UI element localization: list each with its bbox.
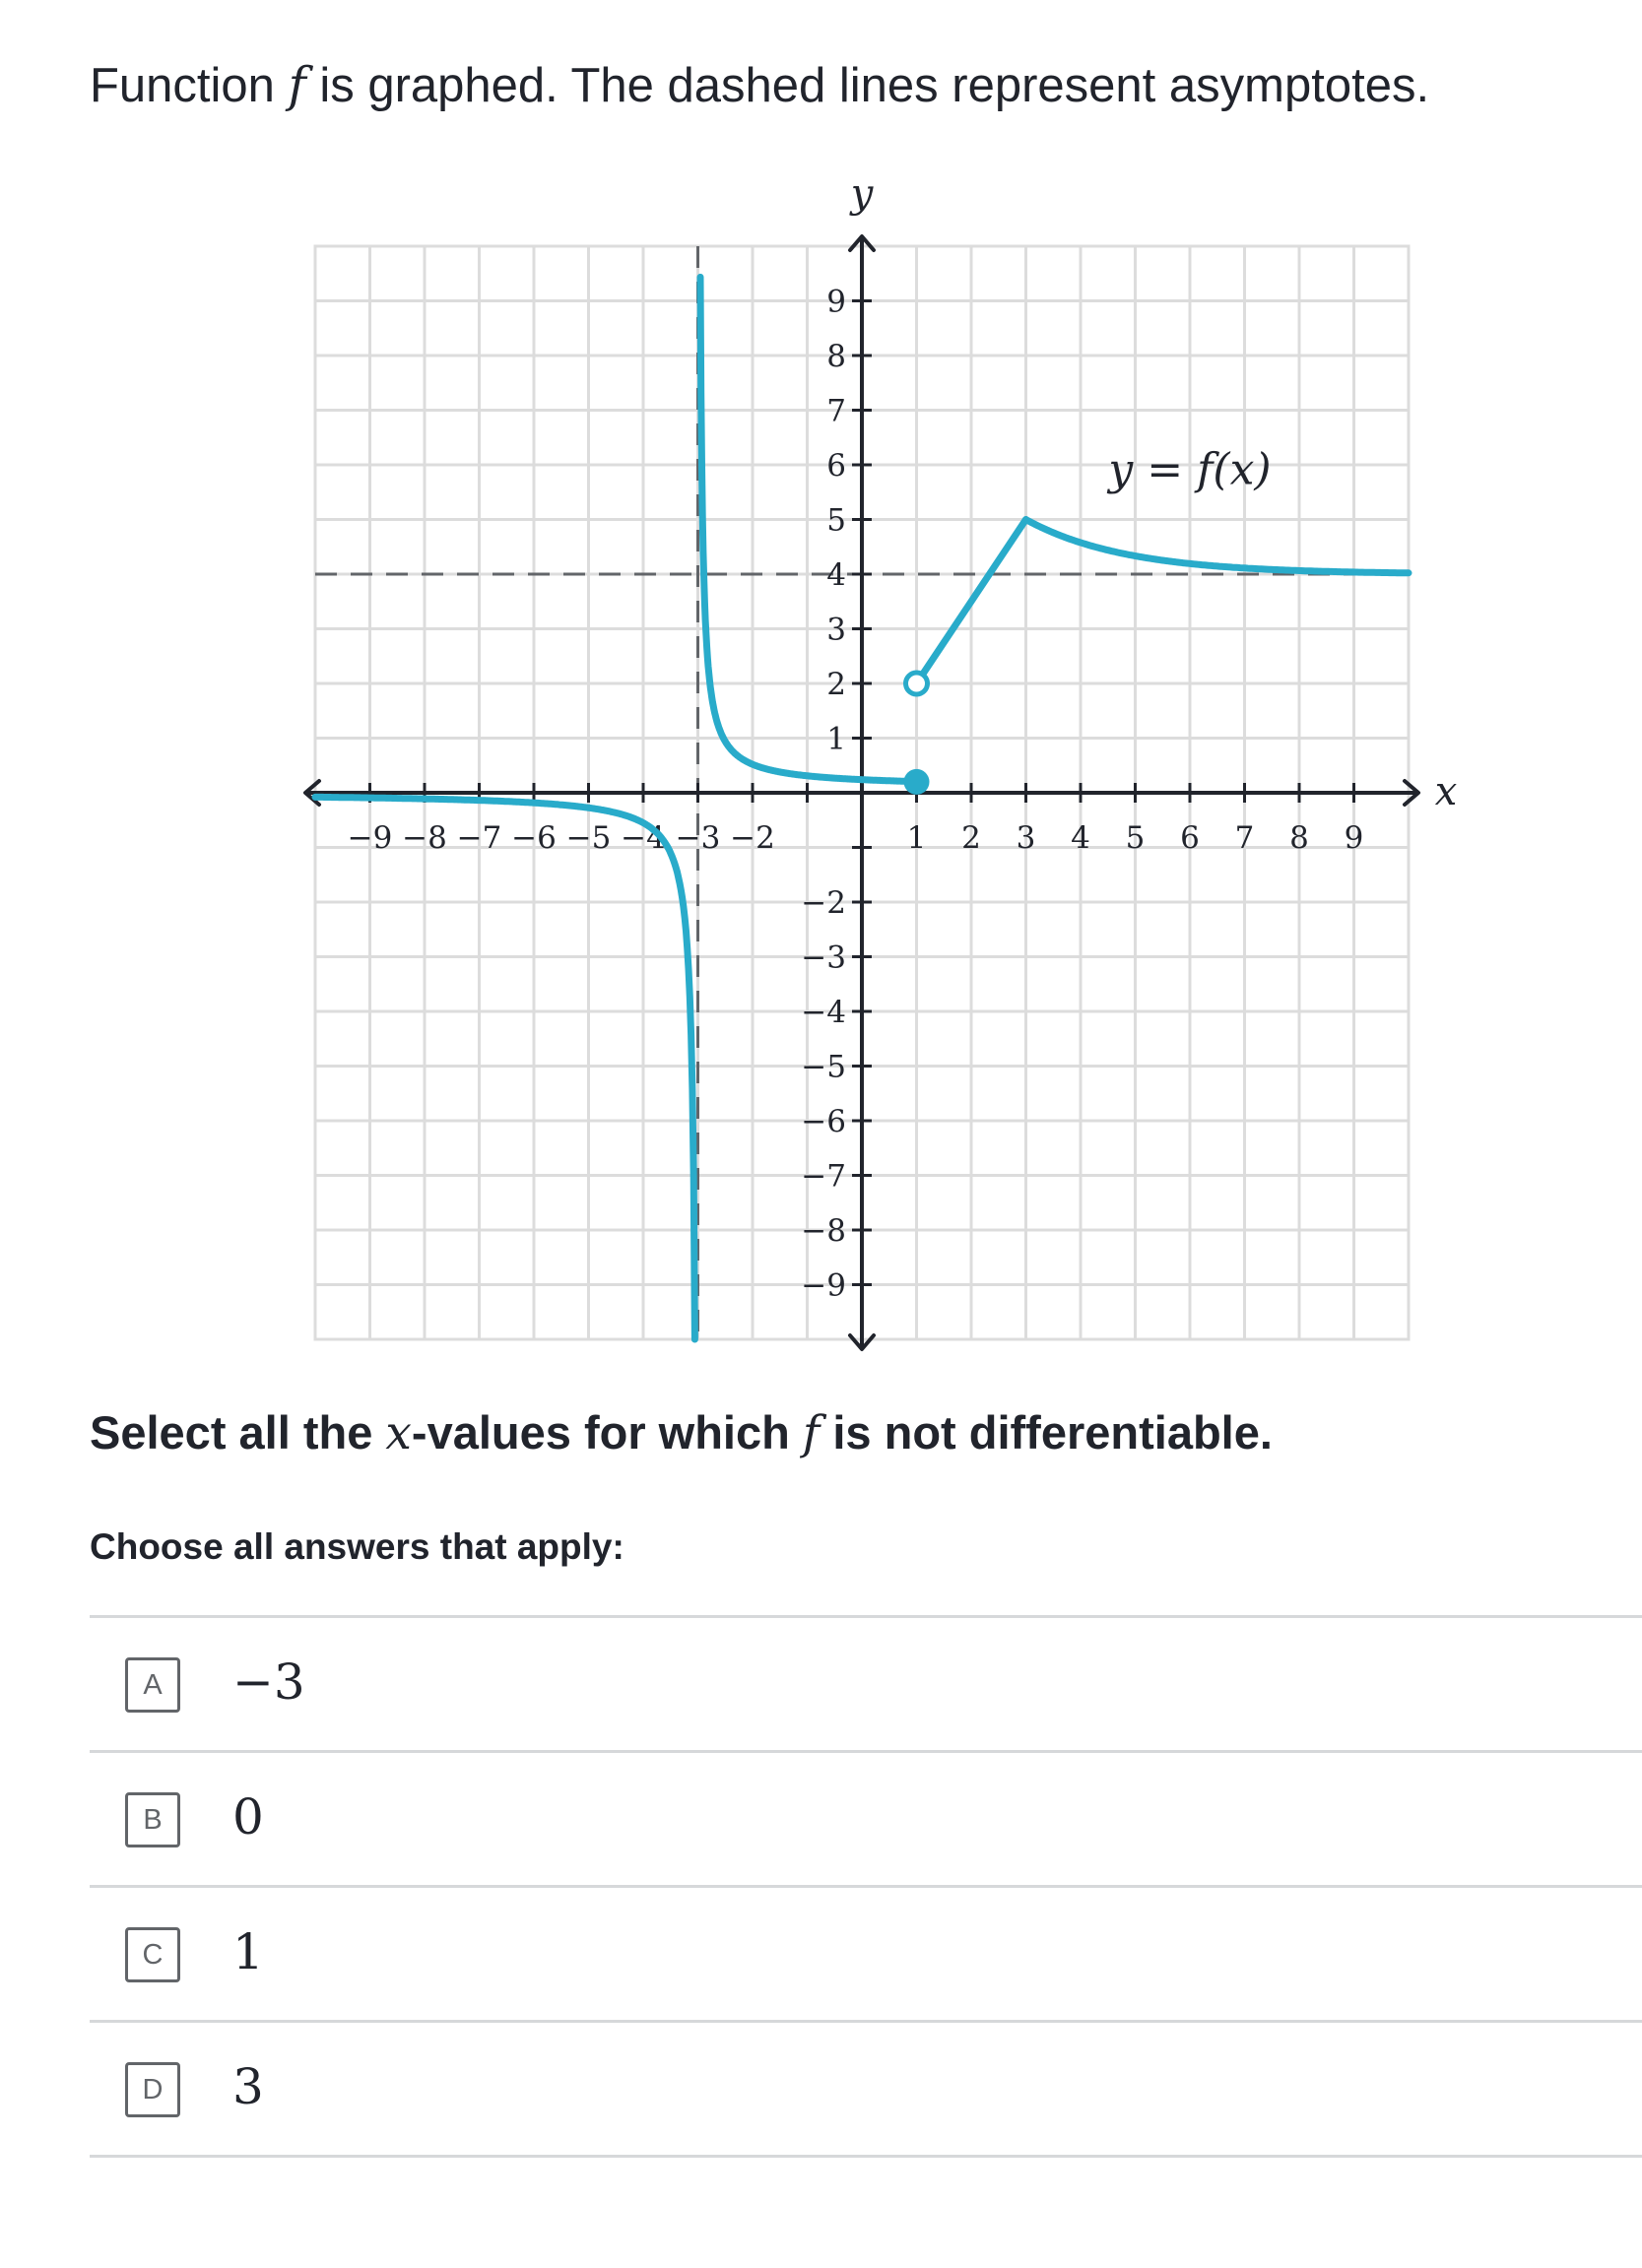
choice-value: 1 bbox=[232, 1923, 264, 1980]
y-tick-label: −4 bbox=[801, 995, 846, 1030]
y-tick-label: 7 bbox=[826, 393, 846, 429]
x-tick-label: 1 bbox=[906, 820, 927, 856]
function-label: y = f(x) bbox=[1108, 444, 1272, 495]
y-axis-label: y bbox=[850, 171, 874, 217]
open-point bbox=[906, 673, 928, 694]
x-tick-label: −4 bbox=[621, 820, 666, 856]
choice-letter-box[interactable]: D bbox=[125, 2062, 180, 2117]
choice-letter-box[interactable]: A bbox=[125, 1657, 180, 1713]
x-tick-label: −6 bbox=[511, 820, 557, 856]
choice-value: −3 bbox=[232, 1653, 305, 1711]
question-middle: -values for which bbox=[411, 1406, 803, 1458]
choice-letter-box[interactable]: C bbox=[125, 1927, 180, 1982]
x-tick-label: −9 bbox=[347, 820, 393, 856]
x-tick-label: 8 bbox=[1289, 820, 1309, 856]
y-tick-label: 5 bbox=[826, 502, 846, 539]
y-tick-label: −7 bbox=[801, 1158, 846, 1195]
y-tick-label: −2 bbox=[801, 885, 846, 921]
x-tick-label: 3 bbox=[1016, 820, 1036, 856]
prompt-after: is graphed. The dashed lines represent asymptotes. bbox=[305, 59, 1430, 112]
question-function-var: f bbox=[802, 1406, 821, 1460]
y-tick-label: −3 bbox=[801, 940, 846, 976]
x-tick-label: −8 bbox=[402, 820, 447, 856]
y-tick-label: −6 bbox=[801, 1104, 846, 1139]
choice-b[interactable] bbox=[90, 1753, 1642, 1888]
y-tick-label: 9 bbox=[826, 284, 846, 320]
answer-choices bbox=[90, 1615, 1642, 2158]
y-tick-label: 8 bbox=[826, 339, 846, 374]
choice-c[interactable] bbox=[90, 1888, 1642, 2023]
y-tick-label: 3 bbox=[826, 612, 846, 648]
x-tick-label: −5 bbox=[565, 820, 612, 856]
x-axis-label: x bbox=[1434, 769, 1458, 814]
question-before: Select all the bbox=[90, 1406, 386, 1458]
y-tick-label: −8 bbox=[801, 1213, 846, 1249]
y-tick-label: −9 bbox=[801, 1267, 846, 1304]
choice-d[interactable] bbox=[90, 2023, 1642, 2158]
x-tick-label: 2 bbox=[961, 820, 981, 856]
question-text bbox=[90, 1402, 1273, 1464]
prompt-before: Function bbox=[90, 59, 289, 112]
choice-letter-box[interactable]: B bbox=[125, 1792, 180, 1847]
y-tick-label: 1 bbox=[826, 721, 846, 757]
closed-point bbox=[904, 769, 930, 795]
prompt-function-var: f bbox=[288, 57, 306, 113]
x-tick-label: 9 bbox=[1344, 820, 1364, 856]
question-x-var: x bbox=[385, 1406, 412, 1460]
prompt-text bbox=[90, 54, 1429, 117]
choice-a[interactable] bbox=[90, 1618, 1642, 1753]
instructions-text: Choose all answers that apply: bbox=[90, 1526, 624, 1567]
y-tick-label: −5 bbox=[801, 1049, 846, 1085]
function-graph bbox=[296, 167, 1478, 1369]
x-tick-label: 7 bbox=[1234, 820, 1255, 856]
y-tick-label: 4 bbox=[826, 557, 846, 593]
x-tick-label: −7 bbox=[456, 820, 502, 856]
choice-value: 3 bbox=[232, 2058, 264, 2115]
choice-value: 0 bbox=[232, 1788, 264, 1846]
x-tick-label: −3 bbox=[675, 820, 721, 856]
question-after: is not differentiable. bbox=[820, 1406, 1273, 1458]
x-tick-label: −2 bbox=[730, 820, 775, 856]
x-tick-label: 6 bbox=[1180, 820, 1200, 856]
x-tick-label: 5 bbox=[1125, 820, 1146, 856]
y-tick-label: 6 bbox=[826, 448, 846, 484]
x-tick-label: 4 bbox=[1071, 820, 1090, 856]
y-tick-label: 2 bbox=[826, 667, 846, 702]
